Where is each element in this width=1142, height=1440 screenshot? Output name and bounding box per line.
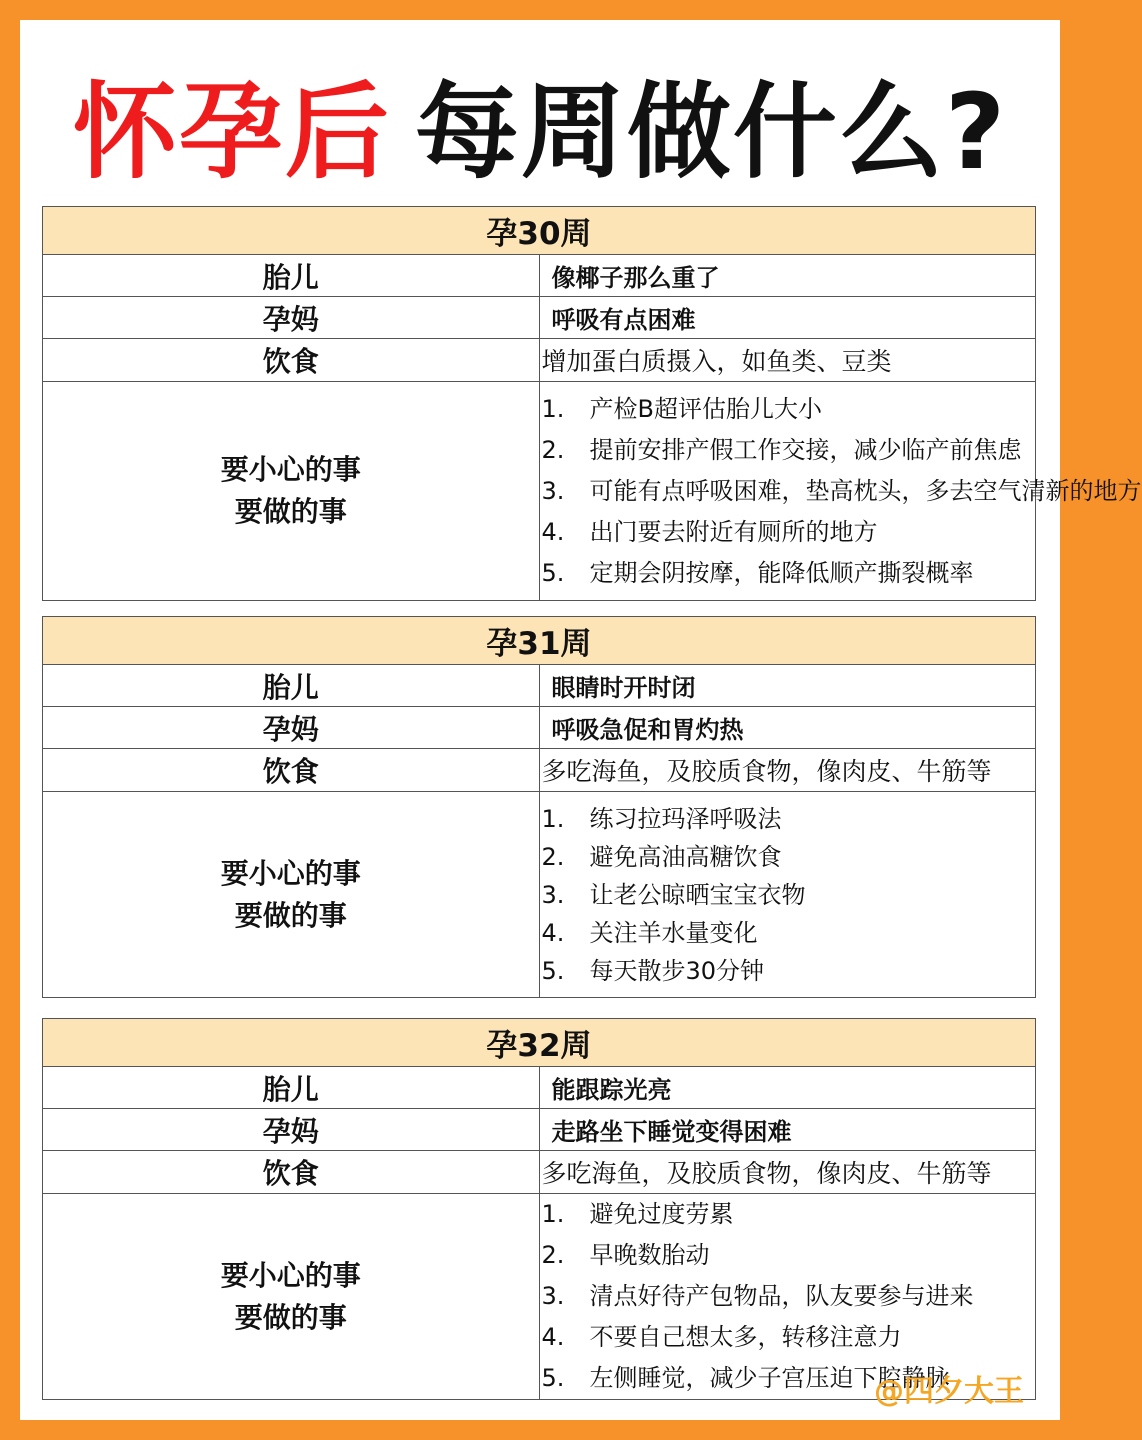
item-text: 关注羊水量变化: [589, 918, 758, 947]
item-number: 5.: [541, 558, 565, 587]
label-mother: 孕妈: [43, 707, 540, 749]
week-header: 孕30周: [43, 207, 1036, 255]
item-text: 清点好待产包物品，队友要参与进来: [589, 1282, 974, 1310]
label-mother: 孕妈: [43, 297, 540, 339]
list-item: [540, 914, 1036, 952]
list-item: [540, 1317, 1036, 1358]
label-diet: 饮食: [43, 1151, 540, 1194]
list-item: [540, 553, 1036, 594]
item-number: 4.: [541, 918, 565, 947]
item-text: 可能有点呼吸困难，垫高枕头，多去空气清新的地方: [589, 476, 1142, 505]
title-black: 每周做什么?: [414, 71, 1008, 193]
todo-list-cell: [539, 382, 1142, 601]
item-text: 练习拉玛泽呼吸法: [589, 804, 782, 833]
diet-value: 增加蛋白质摄入，如鱼类、豆类: [539, 339, 1036, 382]
title-red: 怀孕后: [72, 71, 391, 193]
item-text: 让老公晾晒宝宝衣物: [589, 880, 806, 909]
label-todo-line2: 要做的事: [234, 495, 347, 528]
item-number: 4.: [541, 517, 565, 546]
label-fetus: 胎儿: [43, 665, 540, 707]
week-table-30: [42, 206, 1142, 601]
item-text: 早晚数胎动: [589, 1241, 710, 1269]
label-fetus: 胎儿: [43, 255, 540, 297]
list-item: [540, 471, 1142, 512]
mother-value: 呼吸急促和胃灼热: [539, 707, 1036, 749]
label-todo-line1: 要小心的事: [220, 453, 361, 486]
todo-list: [540, 800, 1036, 990]
week-header: 孕31周: [43, 617, 1036, 665]
item-number: 1.: [541, 804, 565, 833]
item-text: 避免过度劳累: [589, 1200, 734, 1228]
item-text: 定期会阴按摩，能降低顺产撕裂概率: [589, 558, 974, 587]
item-text: 不要自己想太多，转移注意力: [589, 1323, 902, 1351]
item-text: 提前安排产假工作交接，减少临产前焦虑: [589, 435, 1022, 464]
item-text: 出门要去附近有厕所的地方: [589, 517, 878, 546]
label-todo: [43, 382, 540, 601]
item-number: 3.: [541, 880, 565, 909]
week-table-32: [42, 1018, 1036, 1400]
list-item: [540, 838, 1036, 876]
label-todo: [43, 1194, 540, 1400]
item-number: 1.: [541, 394, 565, 423]
item-number: 1.: [541, 1200, 565, 1228]
label-fetus: 胎儿: [43, 1067, 540, 1109]
label-todo-line1: 要小心的事: [220, 856, 361, 890]
label-diet: 饮食: [43, 749, 540, 792]
watermark: @四夕大王: [874, 1374, 1024, 1409]
week-header: 孕32周: [43, 1019, 1036, 1067]
list-item: [540, 430, 1036, 471]
list-item: [540, 512, 1036, 553]
diet-value: 多吃海鱼，及胶质食物，像肉皮、牛筋等: [539, 1151, 1036, 1194]
fetus-value: 像椰子那么重了: [539, 255, 1036, 297]
week-table-31: [42, 616, 1036, 998]
todo-list-cell: [539, 792, 1036, 998]
mother-value: 呼吸有点困难: [539, 297, 1036, 339]
page-title: [20, 72, 1060, 192]
list-item: [540, 876, 1036, 914]
list-item: [540, 1276, 1036, 1317]
label-todo: [43, 792, 540, 998]
item-number: 4.: [541, 1323, 565, 1351]
label-todo-line2: 要做的事: [234, 898, 347, 932]
item-number: 2.: [541, 842, 565, 871]
item-number: 3.: [541, 476, 565, 505]
item-text: 每天散步30分钟: [589, 956, 765, 985]
item-number: 5.: [541, 1364, 565, 1392]
item-number: 2.: [541, 1241, 565, 1269]
list-item: [540, 1235, 1036, 1276]
item-number: 5.: [541, 956, 565, 985]
label-todo-line1: 要小心的事: [220, 1258, 361, 1292]
item-number: 2.: [541, 435, 565, 464]
list-item: [540, 1194, 1036, 1235]
fetus-value: 能跟踪光亮: [539, 1067, 1036, 1109]
list-item: [540, 389, 1036, 430]
label-mother: 孕妈: [43, 1109, 540, 1151]
item-text: 产检B超评估胎儿大小: [589, 394, 822, 423]
diet-value: 多吃海鱼，及胶质食物，像肉皮、牛筋等: [539, 749, 1036, 792]
label-diet: 饮食: [43, 339, 540, 382]
page: [20, 20, 1142, 1420]
list-item: [540, 952, 1036, 990]
list-item: [540, 800, 1036, 838]
item-text: 左侧睡觉，减少子宫压迫下腔静脉: [589, 1364, 950, 1392]
item-text: 避免高油高糖饮食: [589, 842, 782, 871]
todo-list: [540, 389, 1142, 594]
fetus-value: 眼睛时开时闭: [539, 665, 1036, 707]
mother-value: 走路坐下睡觉变得困难: [539, 1109, 1036, 1151]
label-todo-line2: 要做的事: [234, 1300, 347, 1334]
item-number: 3.: [541, 1282, 565, 1310]
